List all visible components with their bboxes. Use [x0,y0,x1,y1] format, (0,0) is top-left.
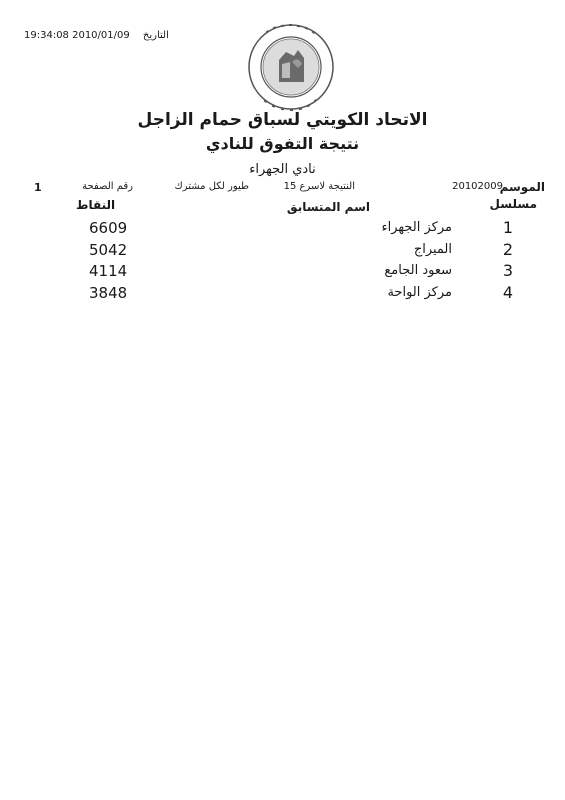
season-label: الموسم [499,180,545,194]
page-number-label: رقم الصفحة [82,181,133,192]
federation-logo [246,22,336,112]
result-label: النتيجة لاسرع 15 [283,181,355,192]
row-points: 3848 [89,284,128,302]
season-value: 20102009 [452,181,503,192]
row-serial: 2 [502,240,513,259]
datetime-value: 19:34:08 2010/01/09 [24,30,130,41]
col-name-header: اسم المتسابق [286,200,370,214]
row-name: مركز الجهراء [381,220,452,235]
table-row [0,218,565,238]
page-number-value: 1 [34,181,42,194]
federation-title: الاتحاد الكويتي لسباق حمام الزاجل [137,110,428,130]
row-points: 6609 [89,219,128,237]
table-row [0,240,565,260]
federation-seal-icon [246,22,336,112]
row-serial: 3 [502,261,513,280]
club-name: نادي الجهراء [249,162,316,177]
row-name: مركز الواحة [387,285,452,300]
row-points: 5042 [89,241,128,259]
report-title: نتيجة التفوق للنادي [205,134,360,153]
print-date-line [24,30,169,41]
table-row [0,283,565,303]
row-name: سعود الجامع [384,263,452,278]
row-serial: 1 [502,218,513,237]
col-serial-header: مسلسل [489,197,537,211]
col-points-header: النقاط [76,198,116,212]
row-points: 4114 [89,262,128,280]
date-label: التاريخ [142,30,169,41]
row-serial: 4 [502,283,513,302]
row-name: الميراج [413,242,452,257]
table-row [0,261,565,281]
birds-per-participant-label: طيور لكل مشترك [174,181,249,192]
